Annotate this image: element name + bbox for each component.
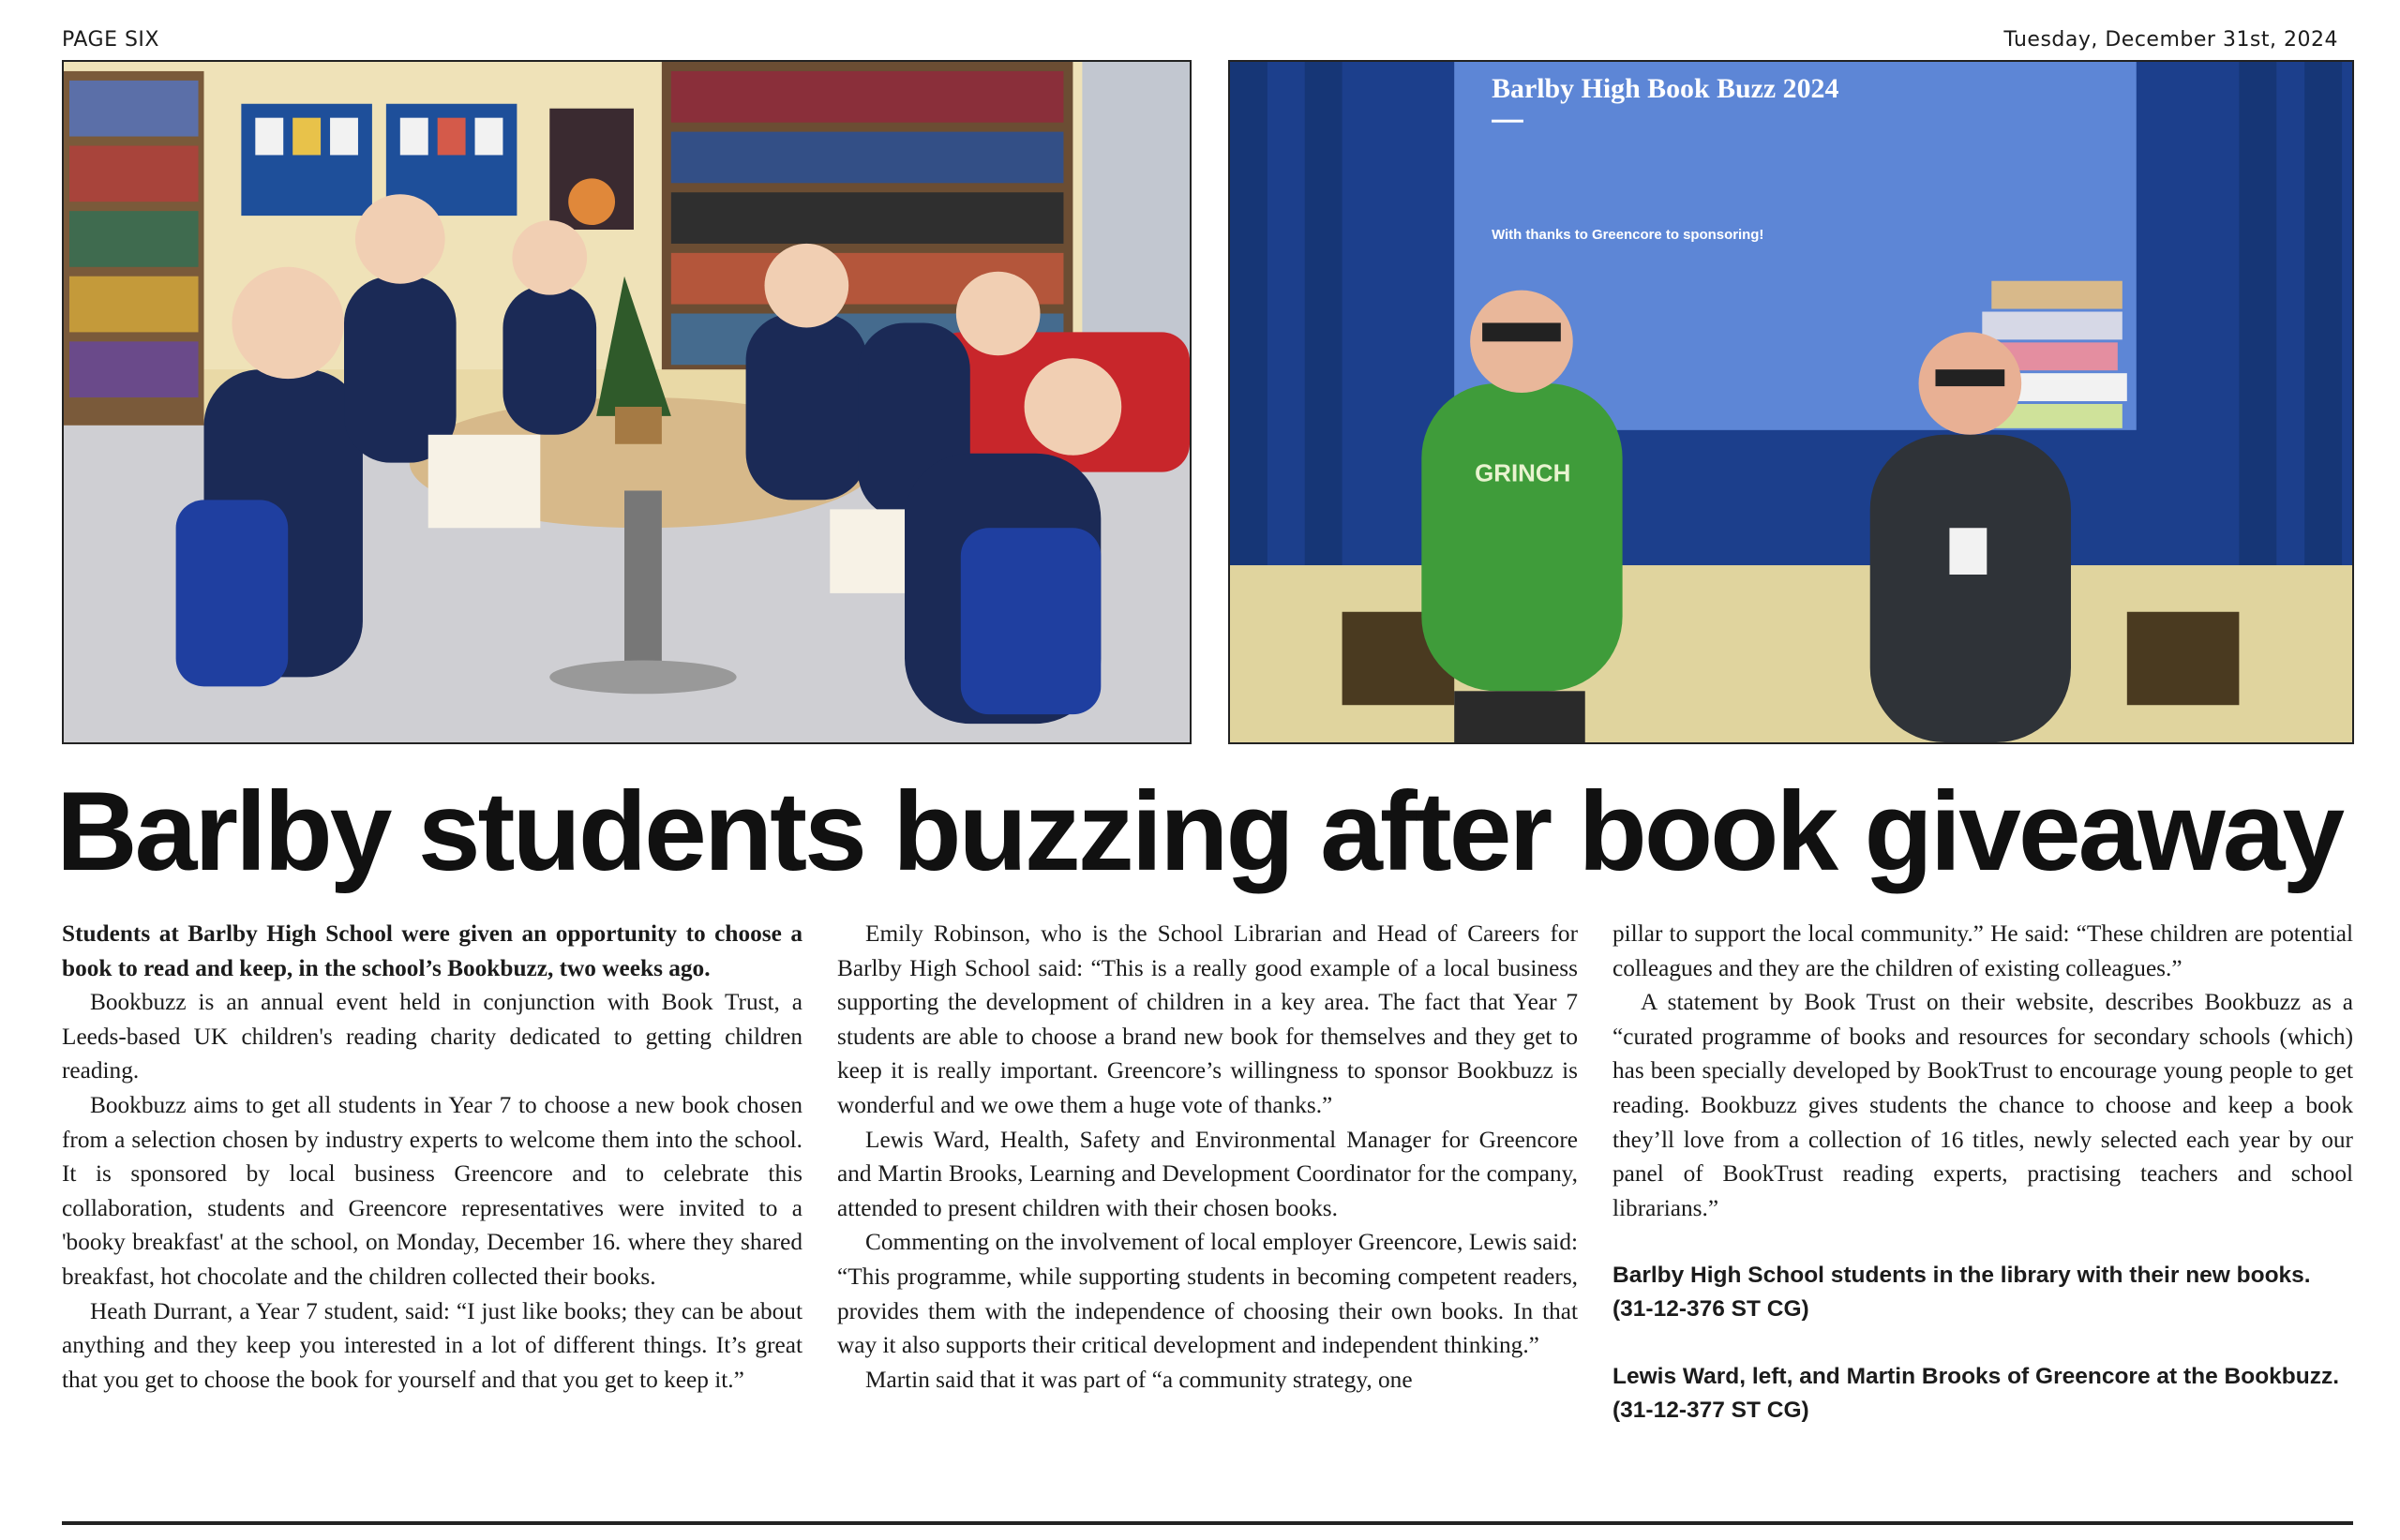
screen-title: Barlby High Book Buzz 2024 [1492,72,1839,104]
article-paragraph: Lewis Ward, Health, Safety and Environmental Manager for Greencore and Martin Brooks, Learning and Development Coordinator for the company, attended to present children with their chosen books. [837,1126,1578,1221]
photo-students-library [62,60,1192,744]
article-paragraph: Bookbuzz is an annual event held in conjunction with Book Trust, a Leeds-based UK children's reading charity dedicated to getting children reading. [62,989,802,1084]
article-paragraph: pillar to support the local community.” He said: “These children are potential colleagues and they are the children of existing colleagues.” [1612,920,2353,981]
article-column-2 [837,917,1578,1397]
sweater-text: GRINCH [1475,460,1571,487]
article-paragraph: A statement by Book Trust on their website, describes Bookbuzz as a “curated programme of books and resources for secondary schools (which) has been specially developed by BookTrust to encourage young people to get reading. Bookbuzz gives students the chance to choose and keep a book they’ll love from a collection of 16 titles, newly selected each year by our panel of BookTrust reading experts, practising teachers and school librarians.” [1612,989,2353,1221]
article-paragraph: Martin said that it was part of “a community strategy, one [865,1366,1413,1393]
page-label: PAGE SIX [62,28,159,52]
bottom-rule [62,1521,2353,1525]
page-header [62,28,2338,56]
photo-caption-right: Lewis Ward, left, and Martin Brooks of Greencore at the Bookbuzz. (31-12-377 ST CG) [1612,1364,2340,1424]
stage-illustration [1230,62,2352,742]
article-paragraph: Emily Robinson, who is the School Librarian and Head of Careers for Barlby High School said: “This is a really good example of a local business supporting the development of children in a key area. The fact that Year 7 students are able to choose a brand new book for themselves and they get to keep it is really important. Greencore’s willingness to sponsor Bookbuzz is wonderful and we owe them a huge vote of thanks.” [837,920,1578,1118]
article-column-1 [62,917,802,1397]
article-paragraph: Heath Durrant, a Year 7 student, said: “I just like books; they can be about anything and they keep you interested in a lot of different things. It’s great that you get to choose the book for yourself and that you get to keep it.” [62,1297,802,1393]
issue-date: Tuesday, December 31st, 2024 [2003,28,2338,52]
photo-caption-left: Barlby High School students in the library with their new books. (31-12-376 ST CG) [1612,1263,2311,1323]
screen-text: With thanks to Greencore to sponsoring! [1492,226,1764,243]
headline: Barlby students buzzing after book giveaway [56,769,2343,894]
article-column-3 [1612,917,2353,1428]
library-illustration [64,62,1190,742]
article-paragraph: Bookbuzz aims to get all students in Year 7 to choose a new book chosen from a selection chosen by industry experts to welcome them into the school. It is sponsored by local business Greencore and to celebrate this collaboration, students and Greencore representatives were invited to a 'booky breakfast' at the school, on Monday, December 16. where they shared breakfast, hot chocolate and the children collected their books. [62,1091,802,1290]
photo-greencore-stage [1228,60,2354,744]
article-paragraph: Commenting on the involvement of local employer Greencore, Lewis said: “This programme, while supporting students in becoming competent readers, provides them with the independence of choosing their own books. In that way it also supports their critical development and independent thinking.” [837,1229,1578,1359]
article-lead: Students at Barlby High School were given an opportunity to choose a book to read and keep, in the school’s Bookbuzz, two weeks ago. [62,920,802,981]
